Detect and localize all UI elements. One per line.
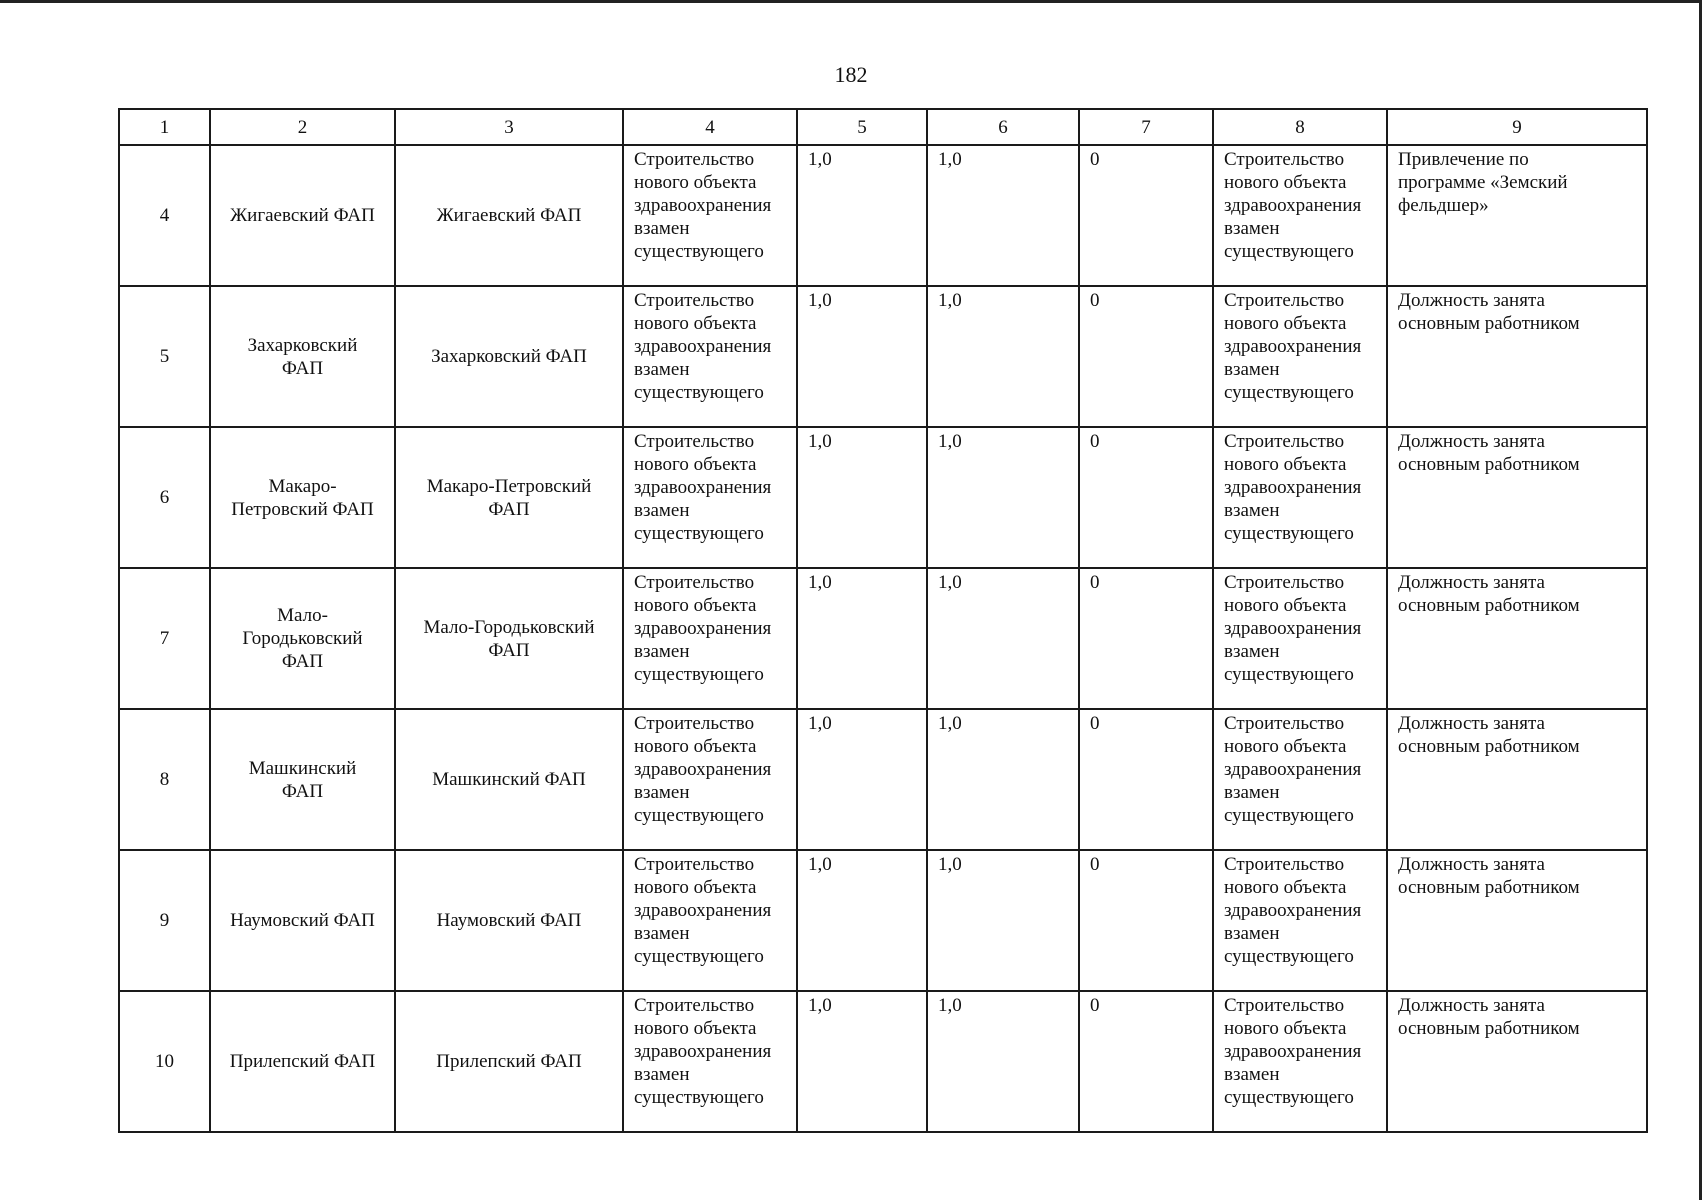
row-number-cell (119, 991, 210, 1132)
col5-value: 1,0 (808, 854, 832, 875)
col7-cell (1079, 991, 1213, 1132)
table-row (119, 991, 1647, 1132)
col7-value: 0 (1090, 854, 1100, 875)
table-row (119, 568, 1647, 709)
action-text: Строительство нового объекта здравоохранения взамен существующего (634, 854, 772, 967)
col7-cell (1079, 568, 1213, 709)
col6-cell (927, 145, 1079, 286)
note-cell (1387, 991, 1647, 1132)
table-row (119, 850, 1647, 991)
facility-name: Машкинский ФАП (248, 757, 357, 802)
subdivision-name: Мало-Городьковский ФАП (423, 616, 595, 661)
col6-value: 1,0 (938, 995, 962, 1016)
col6-value: 1,0 (938, 713, 962, 734)
row-number-cell (119, 709, 210, 850)
col7-value: 0 (1090, 572, 1100, 593)
subdivision-cell (395, 709, 623, 850)
table-row (119, 427, 1647, 568)
row-number-cell (119, 850, 210, 991)
note-text: Должность занята основным работником (1398, 431, 1580, 475)
facility-name-cell (210, 427, 395, 568)
row-number-cell (119, 286, 210, 427)
col7-value: 0 (1090, 149, 1100, 170)
col6-cell (927, 850, 1079, 991)
facility-name: Наумовский ФАП (230, 910, 375, 931)
col7-cell (1079, 850, 1213, 991)
subdivision-name: Захарковский ФАП (431, 346, 587, 367)
header-cell-3: 3 (395, 109, 623, 145)
col5-cell (797, 568, 927, 709)
measure-cell (1213, 709, 1387, 850)
col5-value: 1,0 (808, 995, 832, 1016)
measure-cell (1213, 427, 1387, 568)
header-row (119, 109, 1647, 145)
note-text: Должность занята основным работником (1398, 995, 1580, 1039)
measure-cell (1213, 850, 1387, 991)
facility-name: Макаро- Петровский ФАП (231, 475, 374, 520)
subdivision-cell (395, 850, 623, 991)
note-text: Должность занята основным работником (1398, 854, 1580, 898)
note-cell (1387, 850, 1647, 991)
note-text: Должность занята основным работником (1398, 572, 1580, 616)
measure-cell (1213, 145, 1387, 286)
col6-value: 1,0 (938, 149, 962, 170)
measure-cell (1213, 568, 1387, 709)
action-cell (623, 568, 797, 709)
action-text: Строительство нового объекта здравоохранения взамен существующего (634, 572, 772, 685)
action-cell (623, 286, 797, 427)
subdivision-name: Наумовский ФАП (436, 910, 582, 931)
table-row (119, 709, 1647, 850)
col7-cell (1079, 286, 1213, 427)
subdivision-cell (395, 991, 623, 1132)
header-cell-4: 4 (623, 109, 797, 145)
note-text: Привлечение по программе «Земский фельдшер» (1398, 149, 1568, 216)
header-cell-2: 2 (210, 109, 395, 145)
header-cell-7: 7 (1079, 109, 1213, 145)
action-cell (623, 991, 797, 1132)
measure-text: Строительство нового объекта здравоохранения взамен существующего (1224, 854, 1362, 967)
action-text: Строительство нового объекта здравоохранения взамен существующего (634, 995, 772, 1108)
facility-name-cell (210, 145, 395, 286)
col6-value: 1,0 (938, 431, 962, 452)
row-number: 8 (159, 769, 170, 790)
note-cell (1387, 709, 1647, 850)
note-text: Должность занята основным работником (1398, 713, 1580, 757)
col5-cell (797, 427, 927, 568)
facility-name-cell (210, 991, 395, 1132)
note-cell (1387, 145, 1647, 286)
col6-cell (927, 286, 1079, 427)
action-text: Строительство нового объекта здравоохранения взамен существующего (634, 713, 772, 826)
col5-value: 1,0 (808, 572, 832, 593)
facility-name: Жигаевский ФАП (230, 205, 375, 226)
row-number: 4 (159, 205, 170, 226)
measure-text: Строительство нового объекта здравоохранения взамен существующего (1224, 290, 1362, 403)
row-number: 6 (159, 487, 170, 508)
col5-value: 1,0 (808, 290, 832, 311)
table-row (119, 286, 1647, 427)
col5-cell (797, 286, 927, 427)
subdivision-cell (395, 568, 623, 709)
action-text: Строительство нового объекта здравоохранения взамен существующего (634, 431, 772, 544)
col6-cell (927, 427, 1079, 568)
page-number: 182 (834, 62, 868, 87)
col5-value: 1,0 (808, 149, 832, 170)
header-cell-1: 1 (119, 109, 210, 145)
col6-value: 1,0 (938, 572, 962, 593)
header-cell-6: 6 (927, 109, 1079, 145)
col7-value: 0 (1090, 713, 1100, 734)
subdivision-cell (395, 145, 623, 286)
measure-cell (1213, 991, 1387, 1132)
action-text: Строительство нового объекта здравоохранения взамен существующего (634, 149, 772, 262)
col5-value: 1,0 (808, 431, 832, 452)
header-cell-5: 5 (797, 109, 927, 145)
facility-name: Прилепский ФАП (229, 1051, 376, 1072)
col7-value: 0 (1090, 290, 1100, 311)
note-cell (1387, 286, 1647, 427)
header-cell-9: 9 (1387, 109, 1647, 145)
subdivision-name: Прилепский ФАП (436, 1051, 582, 1072)
col7-cell (1079, 427, 1213, 568)
action-cell (623, 850, 797, 991)
subdivision-cell (395, 286, 623, 427)
action-cell (623, 427, 797, 568)
facility-name: Захарковский ФАП (247, 334, 358, 379)
note-cell (1387, 568, 1647, 709)
measure-text: Строительство нового объекта здравоохранения взамен существующего (1224, 713, 1362, 826)
subdivision-cell (395, 427, 623, 568)
col6-cell (927, 709, 1079, 850)
note-text: Должность занята основным работником (1398, 290, 1580, 334)
row-number-cell (119, 427, 210, 568)
subdivision-name: Машкинский ФАП (432, 769, 586, 790)
row-number-cell (119, 145, 210, 286)
page-top-edge (0, 0, 1702, 3)
col7-cell (1079, 709, 1213, 850)
measure-text: Строительство нового объекта здравоохранения взамен существующего (1224, 431, 1362, 544)
table-row (119, 145, 1647, 286)
measure-text: Строительство нового объекта здравоохранения взамен существующего (1224, 149, 1362, 262)
col6-value: 1,0 (938, 854, 962, 875)
col6-cell (927, 568, 1079, 709)
facility-name-cell (210, 568, 395, 709)
action-cell (623, 709, 797, 850)
subdivision-name: Жигаевский ФАП (436, 205, 582, 226)
col7-value: 0 (1090, 995, 1100, 1016)
subdivision-name: Макаро-Петровский ФАП (426, 475, 592, 520)
table-body (119, 109, 1647, 1132)
row-number: 7 (159, 628, 170, 649)
col6-cell (927, 991, 1079, 1132)
row-number-cell (119, 568, 210, 709)
row-number: 10 (155, 1051, 174, 1072)
col5-cell (797, 709, 927, 850)
col7-value: 0 (1090, 431, 1100, 452)
measure-text: Строительство нового объекта здравоохранения взамен существующего (1224, 995, 1362, 1108)
row-number: 9 (159, 910, 170, 931)
facility-name-cell (210, 850, 395, 991)
col6-value: 1,0 (938, 290, 962, 311)
action-text: Строительство нового объекта здравоохранения взамен существующего (634, 290, 772, 403)
facilities-table (118, 108, 1648, 1133)
col5-cell (797, 991, 927, 1132)
facility-name: Мало- Городьковский ФАП (242, 605, 363, 672)
col5-cell (797, 145, 927, 286)
header-cell-8: 8 (1213, 109, 1387, 145)
row-number: 5 (159, 346, 170, 367)
col5-value: 1,0 (808, 713, 832, 734)
facility-name-cell (210, 286, 395, 427)
col7-cell (1079, 145, 1213, 286)
measure-text: Строительство нового объекта здравоохранения взамен существующего (1224, 572, 1362, 685)
action-cell (623, 145, 797, 286)
note-cell (1387, 427, 1647, 568)
facility-name-cell (210, 709, 395, 850)
col5-cell (797, 850, 927, 991)
measure-cell (1213, 286, 1387, 427)
